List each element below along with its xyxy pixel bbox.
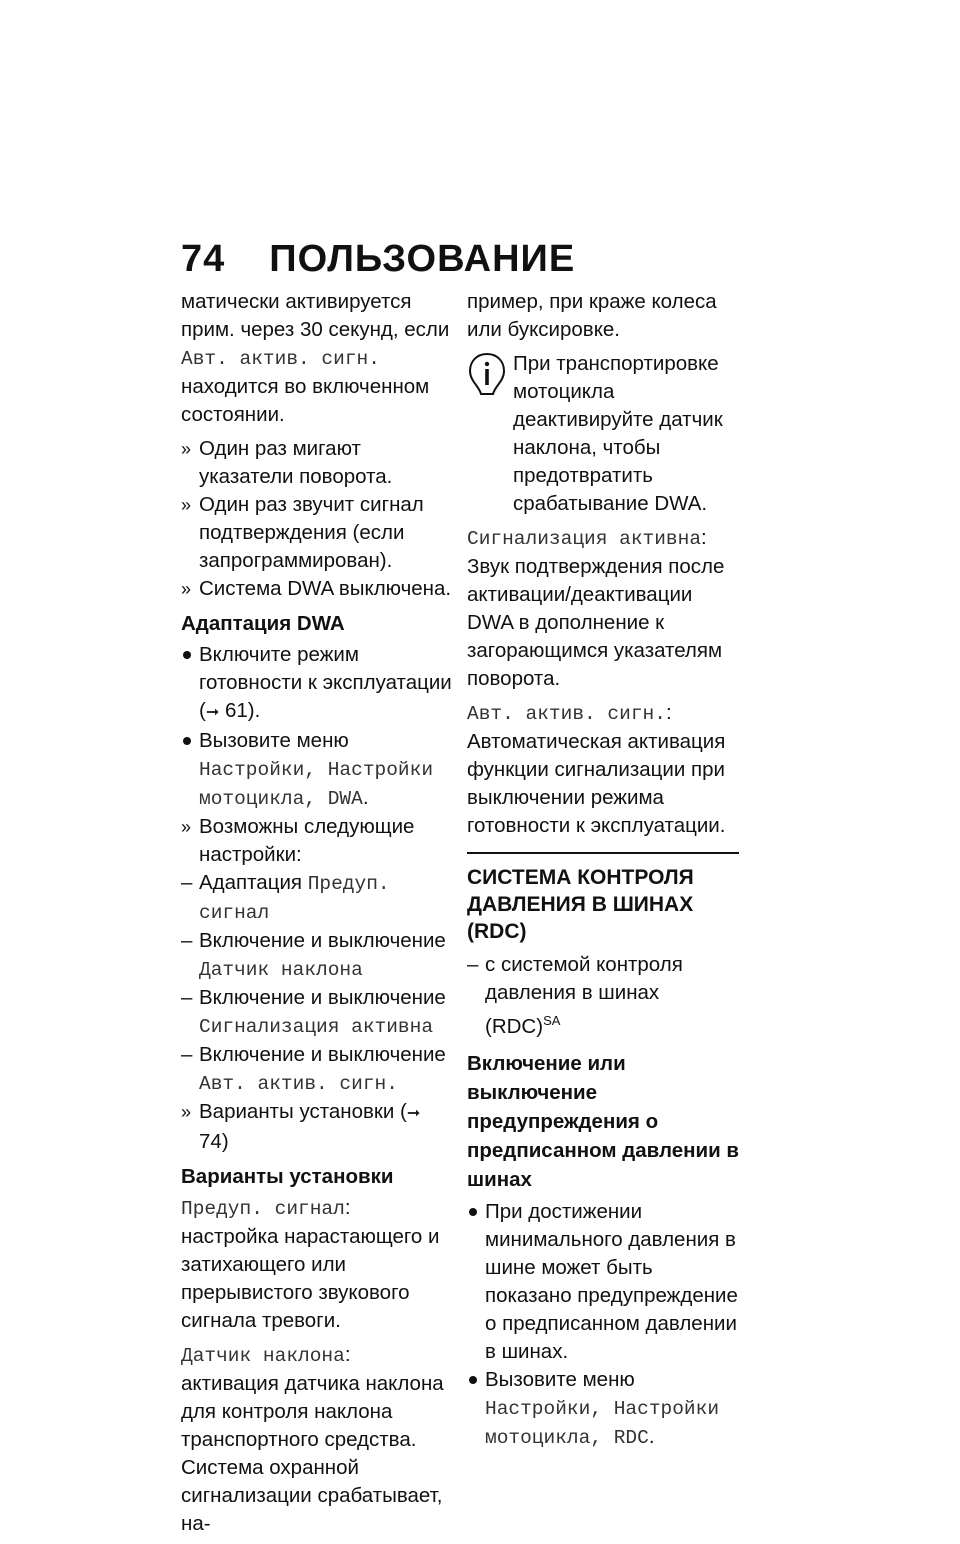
dash-icon: – <box>181 929 193 952</box>
variant-description: Датчик наклона: активация датчика наклона для контроля наклона транспортного средства. Система охранной сигнализации срабатывает, на- <box>181 1343 444 1535</box>
section-title-rdc: СИСТЕМА КОНТРОЛЯ ДАВЛЕНИЯ В ШИНАХ (RDC) <box>467 852 739 945</box>
variant-description: Сигнализация активна: Звук подтверждения после активации/деактивации DWA в дополнение к загорающимся указателям поворота. <box>467 526 725 690</box>
variant-description: Предуп. сигнал: настройка нарастающего и затихающего или прерывистого звукового сигнала тревоги. <box>181 1196 440 1332</box>
result-item: » Один раз звучит сигнал подтверждения (если запрограммирован). <box>181 493 424 572</box>
heading-variants: Варианты установки <box>181 1165 394 1188</box>
arrow-right-icon: ➞ <box>205 704 220 721</box>
heading-adaptation: Адаптация DWA <box>181 612 345 635</box>
dash-item: – Включение и выключение Датчик наклона <box>181 929 446 981</box>
paragraph-auto-activation: матически активируется прим. через 30 секунд, если Авт. актив. сигн. находится во включенном состоянии. <box>181 290 450 426</box>
menu-term: Авт. актив. сигн. <box>199 1073 398 1095</box>
bullet-item: Включите режим готовности к эксплуатации (➞ 61). <box>181 641 453 727</box>
bullet-item: Вызовите меню Настройки, Настройки мотоцикла, DWA. <box>181 727 453 813</box>
menu-term: Авт. актив. сигн. <box>467 703 666 725</box>
bullet-item: При достижении минимального давления в шине может быть показано предупреждение о предписанном давлении в шинах. <box>467 1198 739 1366</box>
menu-term: Датчик наклона <box>199 959 363 981</box>
page-title: ПОЛЬЗОВАНИЕ <box>269 238 576 280</box>
menu-term: Авт. актив. сигн. <box>181 348 380 370</box>
bullet-icon <box>469 1376 477 1384</box>
menu-term: Настройки, Настройки мотоцикла, DWA <box>199 759 434 810</box>
page-number: 74 <box>181 238 226 280</box>
menu-term: Предуп. сигнал <box>181 1198 345 1220</box>
bullet-icon <box>183 737 191 745</box>
dash-item: – Включение и выключение Сигнализация активна <box>181 986 446 1038</box>
bullet-item: Вызовите меню Настройки, Настройки мотоцикла, RDC. <box>467 1366 739 1452</box>
dash-icon: – <box>181 871 193 894</box>
heading-warning: Включение или выключение предупреждения о предписанном давлении в шинах <box>467 1051 740 1191</box>
dash-icon: – <box>467 953 479 976</box>
bullet-icon <box>183 651 191 659</box>
info-note: При транспортировке мотоцикла деактивируйте датчик наклона, чтобы предотвратить срабатывание DWA. <box>467 350 739 518</box>
bullet-icon <box>469 1208 477 1216</box>
menu-term: Датчик наклона <box>181 1345 345 1367</box>
arrow-right-icon: ➞ <box>406 1105 421 1122</box>
menu-term: Сигнализация активна <box>199 1016 434 1038</box>
dash-item: – с системой контроля давления в шинах (RDC)$^{SA}$ <box>467 953 683 1038</box>
left-column <box>181 288 453 1544</box>
paragraph-continuation: пример, при краже колеса или буксировке. <box>467 290 717 341</box>
variant-description: Авт. актив. сигн.: Автоматическая активация функции сигнализации при выключении режима готовности к эксплуатации. <box>467 701 726 837</box>
menu-term: Настройки, Настройки мотоцикла, RDC <box>485 1397 720 1449</box>
dash-item: – Адаптация Предуп. сигнал <box>181 871 390 924</box>
result-item: » Один раз мигают указатели поворота. <box>181 437 393 488</box>
result-item: » Возможны следующие настройки: <box>181 815 415 866</box>
result-item: » Варианты установки (➞ 74) <box>181 1100 421 1153</box>
raquo-icon: » <box>181 1102 192 1122</box>
raquo-icon: » <box>181 495 192 515</box>
sa-badge: SA <box>543 1013 561 1028</box>
raquo-icon: » <box>181 439 192 459</box>
result-item: » Система DWA выключена. <box>181 575 453 603</box>
right-column <box>467 288 739 1452</box>
menu-term: Предуп. сигнал <box>199 873 390 924</box>
info-icon <box>467 352 507 396</box>
page-header <box>181 238 575 281</box>
raquo-icon: » <box>181 579 192 599</box>
dash-icon: – <box>181 986 193 1009</box>
menu-term: Сигнализация активна <box>467 528 702 550</box>
dash-icon: – <box>181 1043 193 1066</box>
dash-item: – Включение и выключение Авт. актив. сигн. <box>181 1043 446 1095</box>
raquo-icon: » <box>181 817 192 837</box>
